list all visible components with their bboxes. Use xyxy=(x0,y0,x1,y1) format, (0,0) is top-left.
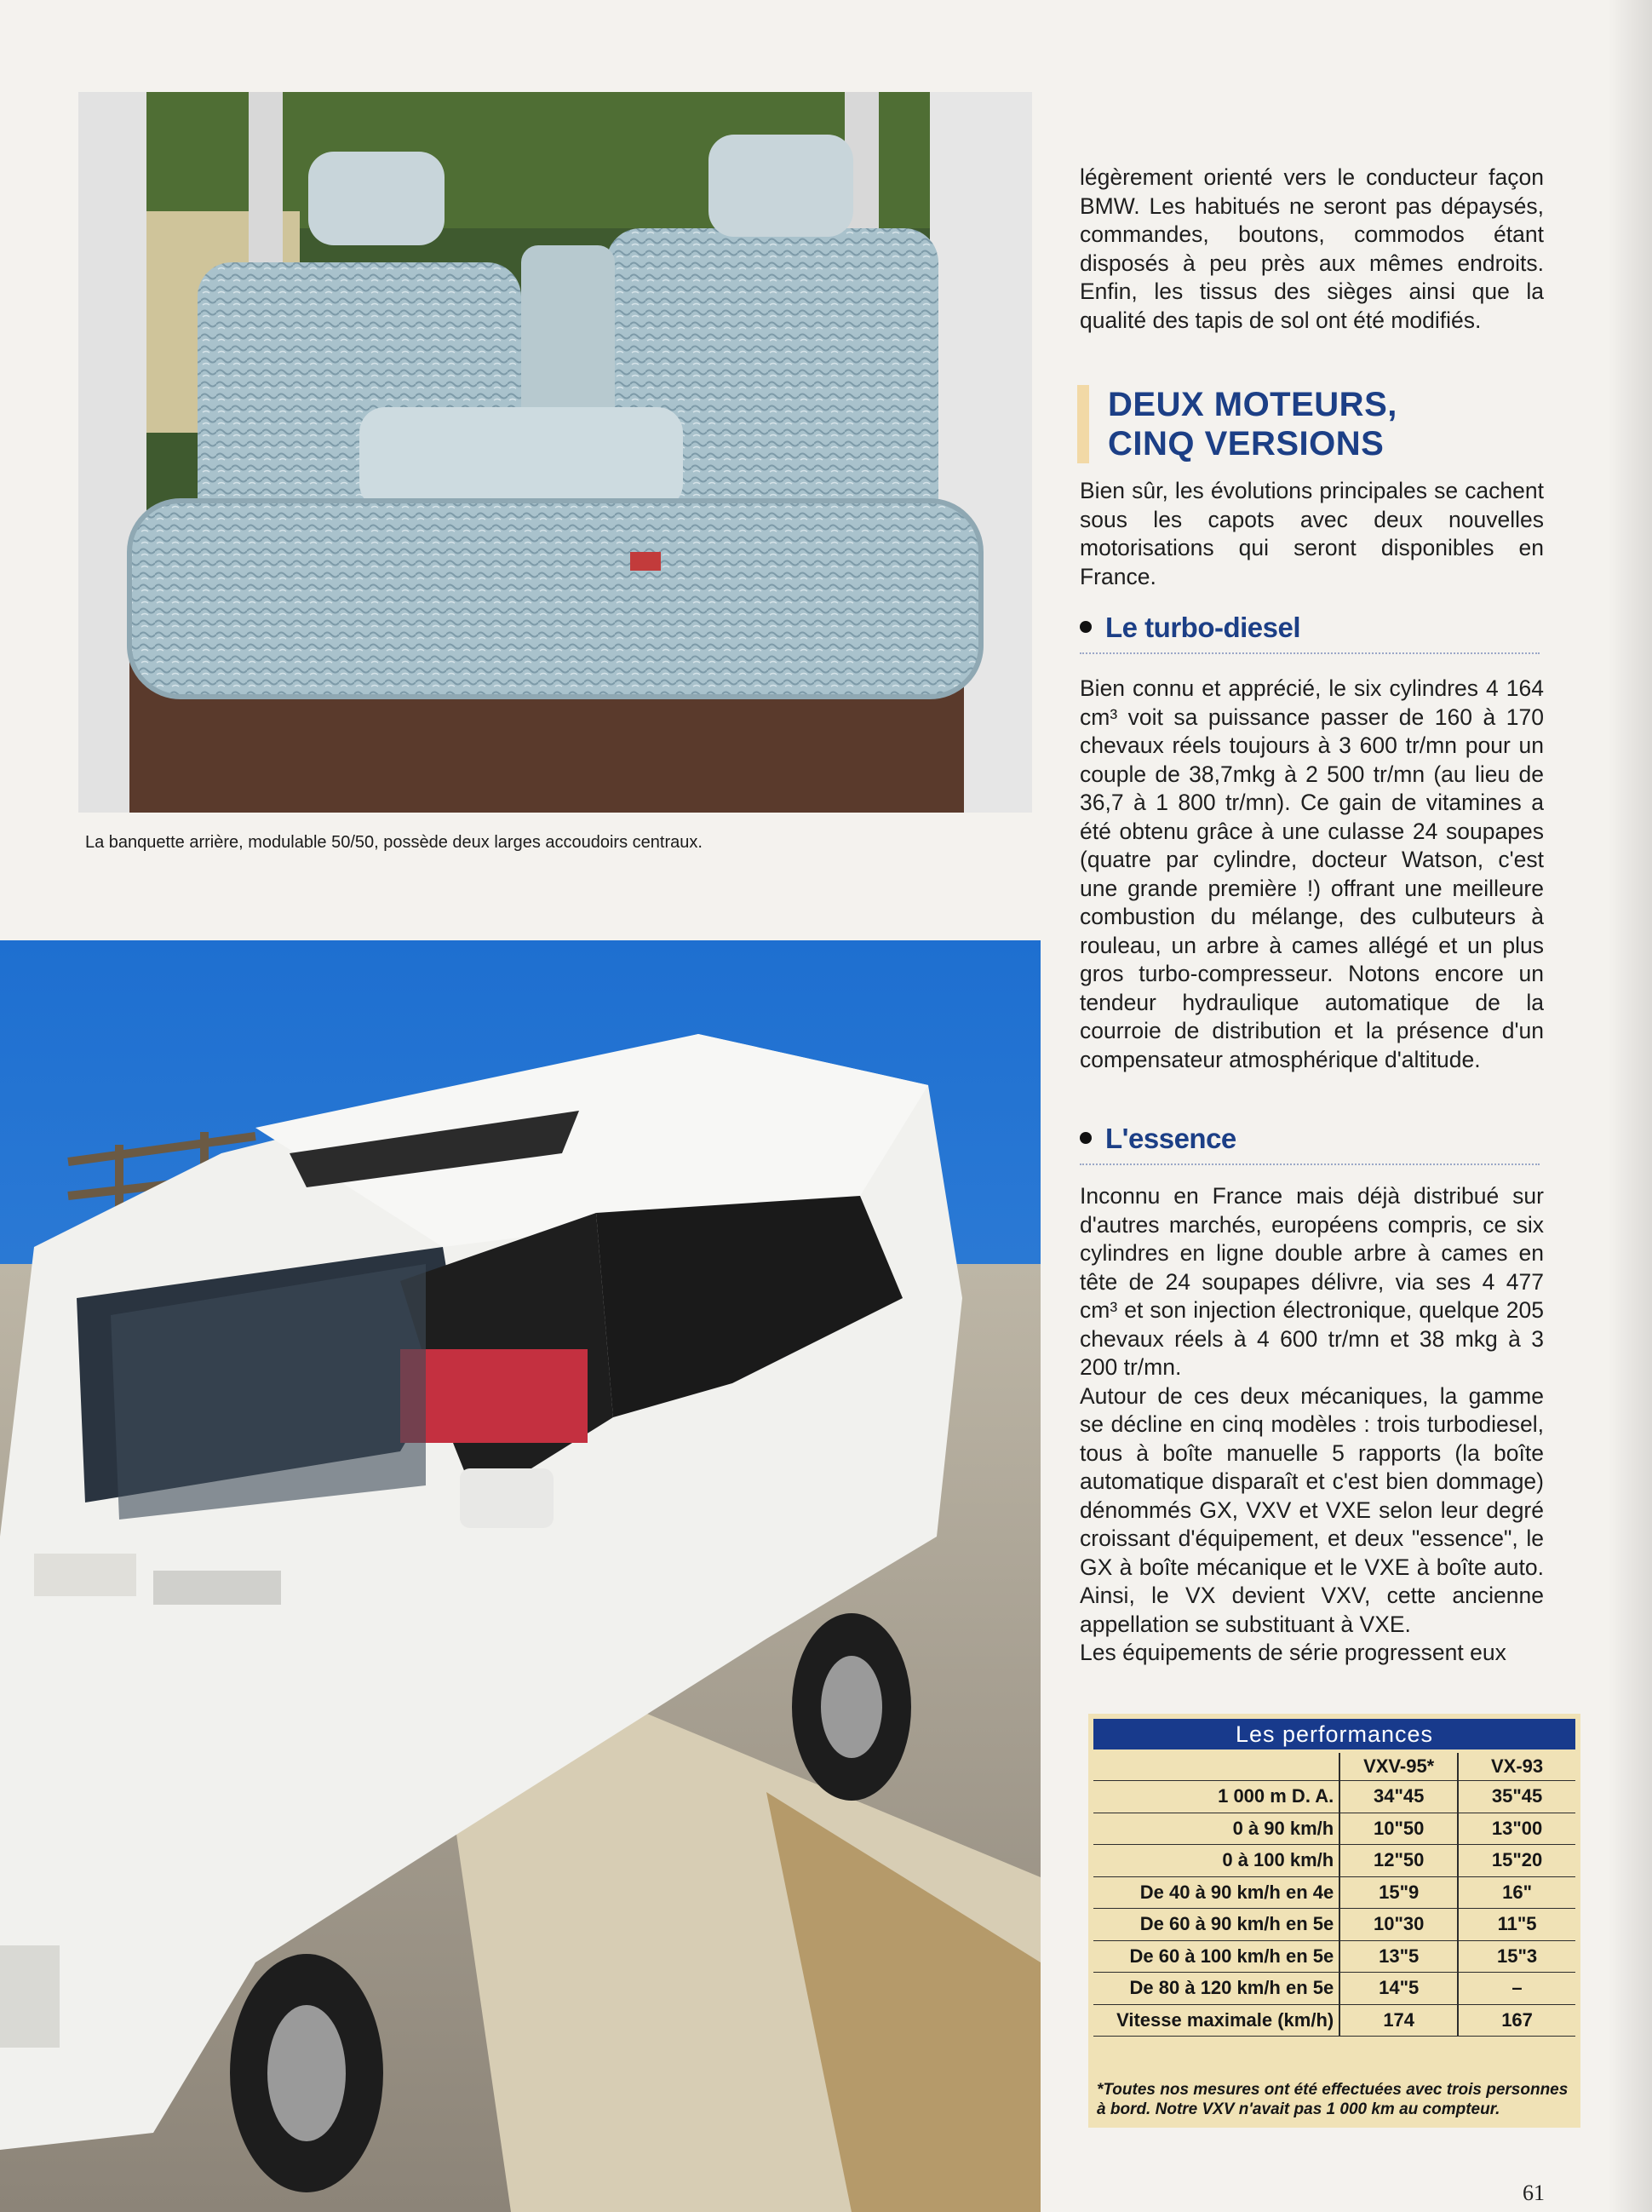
performance-label: 0 à 100 km/h xyxy=(1093,1845,1339,1877)
performance-row xyxy=(1093,1781,1575,1813)
essence-subheading xyxy=(1080,1123,1540,1165)
section-heading-line1: DEUX MOTEURS, xyxy=(1108,386,1397,423)
performance-value-vxv: 13"5 xyxy=(1339,1940,1458,1973)
performance-value-vx: 13"00 xyxy=(1458,1813,1575,1845)
performance-value-vxv: 10"50 xyxy=(1339,1813,1458,1845)
performance-row xyxy=(1093,1940,1575,1973)
performance-value-vx: 167 xyxy=(1458,2004,1575,2037)
performance-label: De 60 à 90 km/h en 5e xyxy=(1093,1909,1339,1941)
performance-label: 1 000 m D. A. xyxy=(1093,1781,1339,1813)
performance-value-vx: 16" xyxy=(1458,1876,1575,1909)
performance-label: De 80 à 120 km/h en 5e xyxy=(1093,1973,1339,2005)
performance-box xyxy=(1088,1714,1580,2128)
performance-row xyxy=(1093,1909,1575,1941)
performance-value-vxv: 10"30 xyxy=(1339,1909,1458,1941)
section-heading-line2: CINQ VERSIONS xyxy=(1108,425,1385,463)
performance-value-vx: 15"20 xyxy=(1458,1845,1575,1877)
diesel-subheading-text: Le turbo-diesel xyxy=(1105,612,1301,643)
performance-row xyxy=(1093,1973,1575,2005)
performance-value-vx: 15"3 xyxy=(1458,1940,1575,1973)
performance-label: De 60 à 100 km/h en 5e xyxy=(1093,1940,1339,1973)
performance-title: Les performances xyxy=(1093,1719,1575,1749)
performance-col1-header: VXV-95* xyxy=(1339,1753,1458,1781)
essence-text-1: Inconnu en France mais déjà distribué sur d'autres marchés, européens compris, ce six cylindres en ligne double arbre à cames en tête de 24 soupapes délivre, via ses 4 477 cm³ et son injection électronique, quelque 205 chevaux réels à 4 600 tr/mn et 38 mkg à 3 200 tr/mn. xyxy=(1080,1183,1544,1380)
bullet-icon xyxy=(1080,621,1092,633)
performance-header-blank xyxy=(1093,1753,1339,1781)
page-number: 61 xyxy=(1523,2180,1545,2205)
performance-col2-header: VX-93 xyxy=(1458,1753,1575,1781)
suv-photo xyxy=(0,940,1041,2212)
bullet-icon xyxy=(1080,1132,1092,1144)
essence-paragraph xyxy=(1080,1182,1544,1668)
rear-seat-caption: La banquette arrière, modulable 50/50, possède deux larges accoudoirs centraux. xyxy=(85,833,703,852)
performance-label: 0 à 90 km/h xyxy=(1093,1813,1339,1845)
performance-value-vx: – xyxy=(1458,1973,1575,2005)
performance-value-vxv: 14"5 xyxy=(1339,1973,1458,2005)
page-gutter xyxy=(1608,0,1652,2212)
performance-row xyxy=(1093,1813,1575,1845)
performance-label: Vitesse maximale (km/h) xyxy=(1093,2004,1339,2037)
essence-text-2: Autour de ces deux mécaniques, la gamme se décline en cinq modèles : trois turbodiesel, tous à boîte manuelle 5 rapports (la boîte automatique disparaît et c'est bien dommage) dénommés GX, VXV et VXE selon leur degré croissant d'équipement, et deux "essence", le GX à boîte mécanique et le VXE à boîte auto. Ainsi, le VX devient VXV, cette ancienne appellation se substituant à VXE. xyxy=(1080,1382,1544,1637)
performance-row xyxy=(1093,1845,1575,1877)
section-heading xyxy=(1077,385,1551,463)
intro-paragraph xyxy=(1080,164,1544,335)
performance-label: De 40 à 90 km/h en 4e xyxy=(1093,1876,1339,1909)
performance-header-row xyxy=(1093,1753,1575,1781)
performance-value-vxv: 174 xyxy=(1339,2004,1458,2037)
performance-table-body xyxy=(1093,1781,1575,2037)
performance-row xyxy=(1093,1876,1575,1909)
essence-subheading-text: L'essence xyxy=(1105,1123,1236,1154)
intro-text: légèrement orienté vers le conducteur façon BMW. Les habitués ne seront pas dépaysés, commandes, boutons, commodos étant disposés à peu près aux mêmes endroits. Enfin, les tissus des sièges ainsi que la qualité des tapis de sol ont été modifiés. xyxy=(1080,164,1544,333)
performance-table xyxy=(1093,1753,1575,2037)
performance-note: *Toutes nos mesures ont été effectuées avec trois personnes à bord. Notre VXV n'avait pas 1 000 km au compteur. xyxy=(1097,2081,1569,2118)
performance-value-vxv: 12"50 xyxy=(1339,1845,1458,1877)
performance-value-vx: 11"5 xyxy=(1458,1909,1575,1941)
performance-row xyxy=(1093,2004,1575,2037)
rear-seat-photo xyxy=(78,92,1032,813)
essence-text-3: Les équipements de série progressent eux xyxy=(1080,1640,1506,1665)
diesel-text: Bien connu et apprécié, le six cylindres 4 164 cm³ voit sa puissance passer de 160 à 170 chevaux réels toujours à 3 600 tr/mn pour un couple de 38,7mkg à 2 500 tr/mn (au lieu de 36,7 à 1 800 tr/mn). Ce gain de vitamines a été obtenu grâce à une culasse 24 soupapes (quatre par cylindre, docteur Watson, c'est une grande première !) offrant une meilleure combustion du mélange, des culbuteurs à rouleau, un arbre à cames allégé et un plus gros turbo-compresseur. Notons encore un tendeur hydraulique automatique de la courroie de distribution et la présence d'un compensateur atmosphérique d'altitude. xyxy=(1080,675,1544,1072)
diesel-paragraph xyxy=(1080,675,1544,1074)
diesel-subheading xyxy=(1080,612,1540,654)
performance-value-vxv: 15"9 xyxy=(1339,1876,1458,1909)
performance-value-vxv: 34"45 xyxy=(1339,1781,1458,1813)
performance-value-vx: 35"45 xyxy=(1458,1781,1575,1813)
engines-intro-text: Bien sûr, les évolutions principales se cachent sous les capots avec deux nouvelles motorisations qui seront disponibles en France. xyxy=(1080,478,1544,589)
engines-intro-paragraph xyxy=(1080,477,1544,591)
